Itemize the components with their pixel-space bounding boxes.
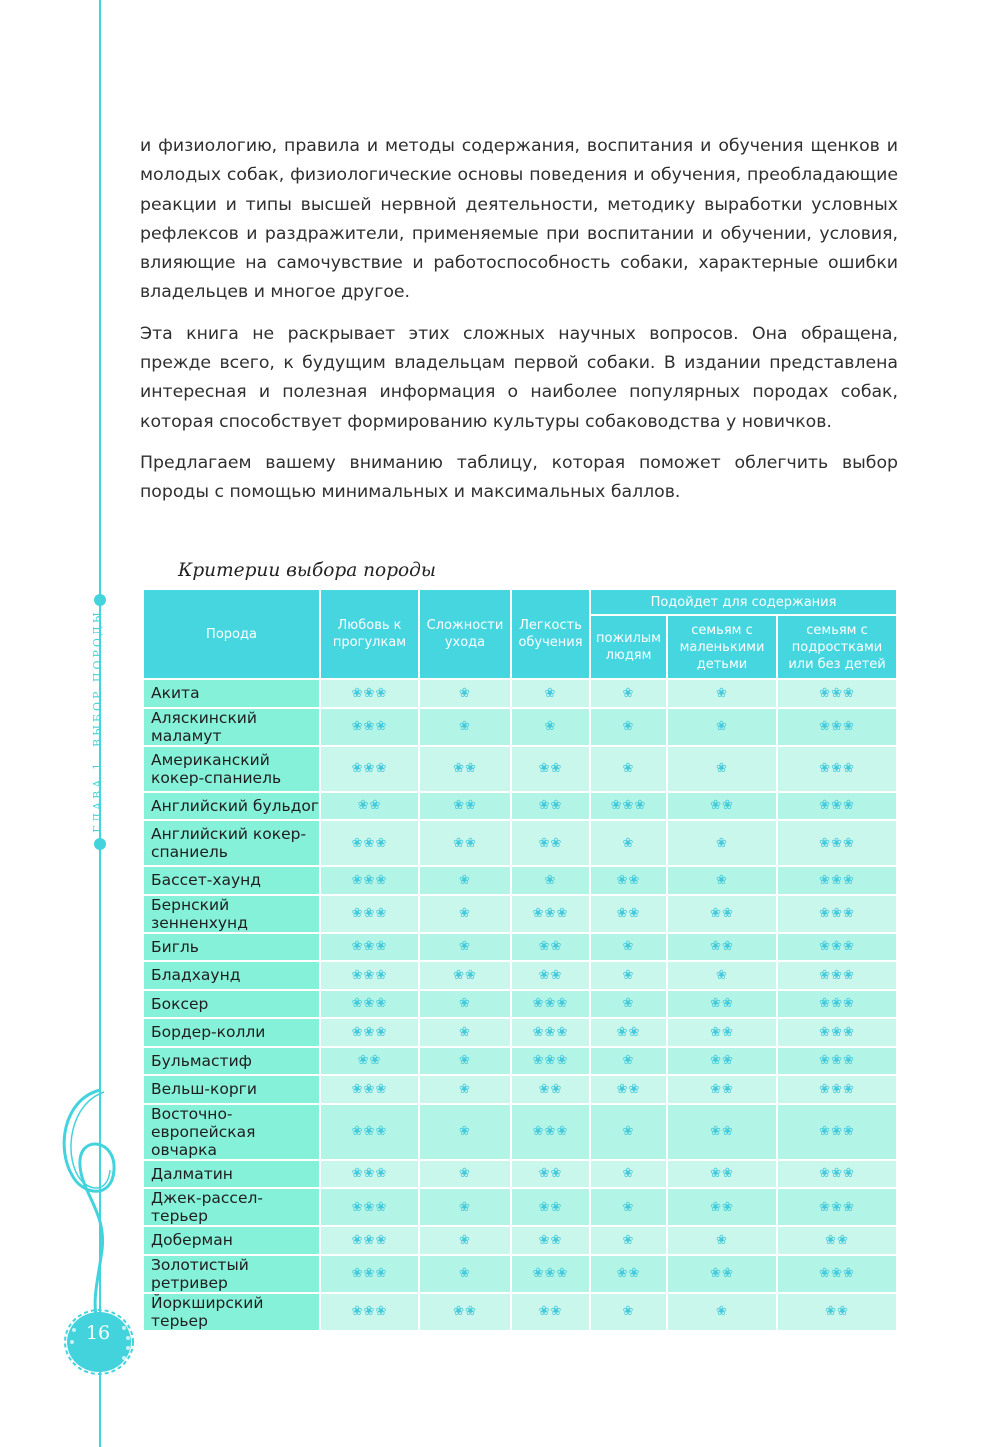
paw-rating-small-children: [667, 933, 777, 962]
paw-icon: ❀❀: [453, 798, 477, 814]
paw-icon: ❀❀: [538, 1304, 563, 1319]
paw-icon: ❀❀❀: [351, 761, 388, 776]
paw-icon: ❀❀: [710, 939, 734, 955]
paw-icon: ❀: [716, 967, 728, 983]
table-row: [143, 1047, 897, 1076]
paw-icon: ❀❀❀: [351, 719, 388, 734]
paw-icon: ❀❀: [538, 798, 563, 814]
paw-icon: ❀❀❀: [819, 996, 855, 1012]
table-row: [143, 679, 897, 708]
paw-icon: ❀: [622, 1304, 635, 1319]
breed-name: Золотистый ретривер: [143, 1255, 320, 1293]
paw-icon: ❀: [459, 1266, 471, 1281]
paw-icon: ❀❀❀: [819, 872, 855, 888]
header-walks: Любовь к прогулкам: [320, 589, 419, 679]
paw-rating-training: [511, 933, 590, 962]
table-row: [143, 895, 897, 933]
paw-icon: ❀❀❀: [351, 1232, 388, 1248]
paw-icon: ❀❀❀: [819, 1266, 855, 1281]
breed-criteria-table: [142, 588, 898, 1332]
paw-icon: ❀: [716, 685, 728, 701]
paw-rating-walks: [320, 708, 419, 746]
paw-icon: ❀: [459, 1024, 471, 1040]
paragraph: Предлагаем вашему вниманию таблицу, которая поможет облегчить выбор породы с помощью минимальных и максимальных баллов.: [140, 452, 898, 503]
paw-icon: ❀: [622, 761, 635, 776]
paw-rating-small-children: [667, 961, 777, 990]
paw-icon: ❀❀❀: [351, 1199, 388, 1215]
table-row: [143, 933, 897, 962]
paw-icon: ❀❀❀: [351, 939, 388, 955]
paw-rating-care: [419, 1047, 511, 1076]
paw-icon: ❀❀: [710, 1124, 734, 1139]
paw-rating-walks: [320, 895, 419, 933]
paw-rating-walks: [320, 1255, 419, 1293]
paw-rating-teens: [777, 679, 897, 708]
paw-rating-walks: [320, 820, 419, 866]
paw-icon: ❀: [459, 1053, 471, 1069]
paw-rating-training: [511, 1018, 590, 1047]
paw-rating-teens: [777, 1293, 897, 1331]
paw-rating-teens: [777, 961, 897, 990]
paw-icon: ❀❀: [453, 967, 477, 983]
paw-icon: ❀: [622, 719, 635, 734]
paw-icon: ❀: [459, 685, 471, 701]
paw-rating-elderly: [590, 895, 667, 933]
paw-icon: ❀❀❀: [819, 761, 855, 776]
paw-rating-walks: [320, 961, 419, 990]
paw-icon: ❀: [459, 1232, 471, 1248]
paw-icon: ❀❀❀: [532, 906, 569, 921]
paw-rating-training: [511, 1075, 590, 1104]
paw-rating-care: [419, 708, 511, 746]
paw-rating-care: [419, 746, 511, 792]
table-row: [143, 746, 897, 792]
table-row: [143, 1188, 897, 1226]
paw-rating-training: [511, 1160, 590, 1189]
paw-rating-care: [419, 820, 511, 866]
paw-icon: ❀: [716, 761, 728, 776]
paw-icon: ❀❀❀: [819, 835, 855, 851]
paw-rating-care: [419, 961, 511, 990]
paw-rating-walks: [320, 1226, 419, 1255]
paw-rating-teens: [777, 866, 897, 895]
paw-icon: ❀: [716, 1232, 728, 1248]
paw-icon: ❀: [459, 1166, 471, 1182]
paw-icon: ❀❀❀: [819, 1053, 855, 1069]
header-care: Сложности ухода: [419, 589, 511, 679]
paw-rating-training: [511, 708, 590, 746]
breed-name: Бордер-колли: [143, 1018, 320, 1047]
paw-icon: ❀❀❀: [351, 1166, 388, 1182]
breed-name: Американский кокер-спаниель: [143, 746, 320, 792]
paw-rating-elderly: [590, 1255, 667, 1293]
page-number: 16: [85, 1322, 111, 1344]
paw-rating-teens: [777, 895, 897, 933]
paw-icon: ❀: [622, 996, 635, 1012]
paw-icon: ❀: [622, 967, 635, 983]
paw-rating-care: [419, 1255, 511, 1293]
paw-rating-small-children: [667, 820, 777, 866]
paw-icon: ❀: [716, 835, 728, 851]
paw-icon: ❀❀❀: [610, 798, 647, 814]
paw-icon: ❀: [459, 1199, 471, 1215]
header-small-children: семьям с маленькими детьми: [667, 615, 777, 679]
paw-icon: ❀: [716, 719, 728, 734]
paw-rating-small-children: [667, 1018, 777, 1047]
paw-rating-small-children: [667, 1226, 777, 1255]
paw-rating-teens: [777, 1104, 897, 1160]
paw-rating-elderly: [590, 679, 667, 708]
paw-icon: ❀❀❀: [819, 1124, 855, 1139]
paw-rating-teens: [777, 1188, 897, 1226]
paw-rating-walks: [320, 746, 419, 792]
paw-icon: ❀❀❀: [819, 685, 855, 701]
paw-icon: ❀: [622, 1232, 635, 1248]
paw-rating-small-children: [667, 746, 777, 792]
paw-rating-walks: [320, 1075, 419, 1104]
paw-rating-walks: [320, 1047, 419, 1076]
table-row: [143, 1293, 897, 1331]
paw-icon: ❀❀: [825, 1304, 849, 1319]
breed-name: Акита: [143, 679, 320, 708]
breed-name: Бладхаунд: [143, 961, 320, 990]
header-teens: семьям с подростками или без детей: [777, 615, 897, 679]
paw-rating-elderly: [590, 820, 667, 866]
paw-rating-care: [419, 895, 511, 933]
paw-rating-elderly: [590, 708, 667, 746]
breed-name: Английский бульдог: [143, 792, 320, 821]
paw-rating-small-children: [667, 1255, 777, 1293]
paw-icon: ❀: [622, 939, 635, 955]
paw-rating-small-children: [667, 679, 777, 708]
paw-rating-elderly: [590, 1075, 667, 1104]
paw-rating-walks: [320, 990, 419, 1019]
paw-rating-teens: [777, 746, 897, 792]
paw-rating-training: [511, 1255, 590, 1293]
paw-icon: ❀❀: [453, 835, 477, 851]
paw-icon: ❀❀❀: [532, 1124, 569, 1139]
paw-rating-elderly: [590, 933, 667, 962]
paw-rating-training: [511, 961, 590, 990]
paw-icon: ❀❀: [616, 1266, 641, 1281]
body-text: [140, 132, 898, 520]
paw-rating-walks: [320, 1160, 419, 1189]
paw-rating-small-children: [667, 1104, 777, 1160]
breed-name: Йоркширский терьер: [143, 1293, 320, 1331]
paw-rating-training: [511, 1293, 590, 1331]
paw-icon: ❀: [459, 719, 471, 734]
breed-name: Бассет-хаунд: [143, 866, 320, 895]
table-row: [143, 1018, 897, 1047]
paw-rating-care: [419, 1293, 511, 1331]
paw-rating-elderly: [590, 866, 667, 895]
paw-rating-care: [419, 990, 511, 1019]
paw-icon: ❀❀: [538, 967, 563, 983]
paw-icon: ❀❀❀: [819, 719, 855, 734]
breed-name: Английский кокер-спаниель: [143, 820, 320, 866]
table-row: [143, 792, 897, 821]
paw-rating-training: [511, 1104, 590, 1160]
paw-rating-care: [419, 679, 511, 708]
paw-icon: ❀❀❀: [819, 967, 855, 983]
paw-icon: ❀❀❀: [351, 1124, 388, 1139]
paw-icon: ❀: [544, 685, 557, 701]
paw-icon: ❀❀❀: [819, 1166, 855, 1182]
paw-icon: ❀❀❀: [351, 1266, 388, 1281]
paw-rating-training: [511, 820, 590, 866]
paw-icon: ❀❀❀: [532, 1053, 569, 1069]
paw-rating-teens: [777, 1047, 897, 1076]
table-row: [143, 1075, 897, 1104]
paw-icon: ❀: [459, 939, 471, 955]
paw-rating-elderly: [590, 1293, 667, 1331]
paw-icon: ❀❀❀: [819, 1199, 855, 1215]
paw-rating-care: [419, 1075, 511, 1104]
breed-name: Восточно-европейская овчарка: [143, 1104, 320, 1160]
paw-rating-walks: [320, 679, 419, 708]
paw-icon: ❀❀: [538, 1081, 563, 1097]
paw-icon: ❀❀: [710, 1024, 734, 1040]
paw-rating-teens: [777, 820, 897, 866]
paw-icon: ❀❀❀: [351, 1304, 388, 1319]
paw-icon: ❀: [622, 1166, 635, 1182]
table-row: [143, 866, 897, 895]
paw-rating-care: [419, 1018, 511, 1047]
paw-icon: ❀❀: [357, 1053, 382, 1069]
paw-rating-teens: [777, 1075, 897, 1104]
paw-rating-walks: [320, 1293, 419, 1331]
paw-rating-elderly: [590, 1188, 667, 1226]
paw-icon: ❀: [459, 906, 471, 921]
paw-rating-teens: [777, 1160, 897, 1189]
paw-icon: ❀❀: [538, 1166, 563, 1182]
paw-rating-teens: [777, 708, 897, 746]
paw-rating-small-children: [667, 1293, 777, 1331]
paw-icon: ❀❀: [538, 939, 563, 955]
paw-icon: ❀❀: [710, 906, 734, 921]
paw-icon: ❀❀: [616, 906, 641, 921]
paw-icon: ❀: [716, 1304, 728, 1319]
paw-rating-small-children: [667, 1188, 777, 1226]
paw-icon: ❀❀: [453, 1304, 477, 1319]
paw-icon: ❀❀: [825, 1232, 849, 1248]
paw-rating-care: [419, 1104, 511, 1160]
paw-rating-care: [419, 1160, 511, 1189]
paw-icon: ❀❀: [357, 798, 382, 814]
paw-icon: ❀: [459, 1081, 471, 1097]
paw-icon: ❀❀: [453, 761, 477, 776]
table-row: [143, 708, 897, 746]
table-row: [143, 820, 897, 866]
leash-icon: [52, 1080, 147, 1400]
paw-icon: ❀❀❀: [351, 835, 388, 851]
paw-rating-elderly: [590, 1160, 667, 1189]
table-row: [143, 961, 897, 990]
paw-icon: ❀: [459, 1124, 471, 1139]
paw-rating-walks: [320, 933, 419, 962]
table-row: [143, 1160, 897, 1189]
paw-icon: ❀❀❀: [351, 1024, 388, 1040]
paw-icon: ❀❀: [616, 1024, 641, 1040]
paw-rating-elderly: [590, 961, 667, 990]
paw-icon: ❀❀❀: [819, 798, 855, 814]
paw-icon: ❀❀❀: [819, 906, 855, 921]
paw-icon: ❀❀❀: [351, 872, 388, 888]
paw-rating-elderly: [590, 1104, 667, 1160]
paw-icon: ❀: [622, 685, 635, 701]
paw-icon: ❀❀: [710, 1053, 734, 1069]
table-row: [143, 990, 897, 1019]
paw-rating-small-children: [667, 895, 777, 933]
paw-rating-teens: [777, 792, 897, 821]
header-training: Легкость обучения: [511, 589, 590, 679]
paw-rating-walks: [320, 1104, 419, 1160]
paw-rating-walks: [320, 866, 419, 895]
header-suitable-group: Подойдет для содержания: [590, 589, 897, 615]
paw-icon: ❀: [622, 835, 635, 851]
paw-icon: ❀❀: [710, 1166, 734, 1182]
paw-rating-care: [419, 866, 511, 895]
paw-icon: ❀: [622, 1124, 635, 1139]
paw-icon: ❀❀❀: [351, 967, 388, 983]
paw-icon: ❀❀: [710, 996, 734, 1012]
paw-rating-elderly: [590, 990, 667, 1019]
paw-rating-walks: [320, 792, 419, 821]
table-row: [143, 1226, 897, 1255]
paw-rating-training: [511, 679, 590, 708]
paw-rating-teens: [777, 1226, 897, 1255]
paw-rating-care: [419, 1188, 511, 1226]
paw-icon: ❀❀❀: [532, 1024, 569, 1040]
paw-rating-small-children: [667, 1047, 777, 1076]
paw-icon: ❀❀❀: [532, 1266, 569, 1281]
breed-name: Джек-рассел-терьер: [143, 1188, 320, 1226]
paw-rating-care: [419, 1226, 511, 1255]
paw-icon: ❀: [622, 1199, 635, 1215]
breed-name: Аляскинский маламут: [143, 708, 320, 746]
paw-rating-training: [511, 1188, 590, 1226]
paw-rating-elderly: [590, 792, 667, 821]
paw-icon: ❀: [622, 1053, 635, 1069]
table-row: [143, 1255, 897, 1293]
paw-icon: ❀❀❀: [351, 996, 388, 1012]
paw-rating-training: [511, 866, 590, 895]
paw-rating-training: [511, 1226, 590, 1255]
paw-icon: ❀: [459, 872, 471, 888]
paw-rating-small-children: [667, 866, 777, 895]
paw-icon: ❀❀❀: [819, 939, 855, 955]
breed-name: Бигль: [143, 933, 320, 962]
paw-rating-training: [511, 895, 590, 933]
paw-icon: ❀❀❀: [351, 906, 388, 921]
paw-icon: ❀❀: [710, 1081, 734, 1097]
paw-icon: ❀❀: [538, 835, 563, 851]
paragraph: и физиологию, правила и методы содержания, воспитания и обучения щенков и молодых собак, физиологические основы поведения и обучения, преобладающие реакции и типы высшей нервной деятельности, методику выработки условных рефлексов и раздражители, применяемые при воспитании и обучении, условия, влияющие на самочувствие и работоспособность собаки, характерные ошибки владельцев и многое другое.: [140, 136, 898, 303]
paw-icon: ❀❀❀: [351, 1081, 388, 1097]
table-row: [143, 1104, 897, 1160]
paw-rating-care: [419, 933, 511, 962]
chapter-title: ГЛАВА 1. ВЫБОР ПОРОДЫ: [91, 609, 104, 833]
paragraph: Эта книга не раскрывает этих сложных научных вопросов. Она обращена, прежде всего, к будущим владельцам первой собаки. В издании представлена интересная и полезная информация о наиболее популярных породах собак, которая способствует формированию культуры собаководства у новичков.: [140, 323, 898, 432]
paw-rating-care: [419, 792, 511, 821]
paw-rating-walks: [320, 1018, 419, 1047]
breed-name: Вельш-корги: [143, 1075, 320, 1104]
paw-rating-training: [511, 1047, 590, 1076]
paw-icon: ❀: [459, 996, 471, 1012]
paw-rating-elderly: [590, 746, 667, 792]
paw-icon: ❀❀: [616, 1081, 641, 1097]
header-elderly: пожилым людям: [590, 615, 667, 679]
paw-icon: ❀❀: [616, 872, 641, 888]
paw-icon: ❀❀❀: [532, 996, 569, 1012]
paw-icon: ❀❀: [710, 1266, 734, 1281]
breed-name: Бернский зенненхунд: [143, 895, 320, 933]
breed-name: Далматин: [143, 1160, 320, 1189]
paw-rating-small-children: [667, 1075, 777, 1104]
header-breed: Порода: [143, 589, 320, 679]
paw-rating-teens: [777, 1018, 897, 1047]
paw-icon: ❀❀: [538, 761, 563, 776]
paw-rating-training: [511, 792, 590, 821]
paw-icon: ❀❀❀: [819, 1024, 855, 1040]
paw-icon: ❀❀: [538, 1199, 563, 1215]
paw-icon: ❀: [716, 872, 728, 888]
paw-rating-training: [511, 990, 590, 1019]
paw-rating-small-children: [667, 990, 777, 1019]
paw-rating-training: [511, 746, 590, 792]
paw-rating-elderly: [590, 1018, 667, 1047]
paw-rating-small-children: [667, 792, 777, 821]
paw-icon: ❀: [544, 872, 557, 888]
paw-rating-teens: [777, 1255, 897, 1293]
paw-icon: ❀❀: [710, 1199, 734, 1215]
table-caption: Критерии выбора породы: [178, 560, 436, 581]
paw-rating-teens: [777, 990, 897, 1019]
breed-name: Доберман: [143, 1226, 320, 1255]
paw-rating-small-children: [667, 1160, 777, 1189]
paw-icon: ❀❀: [538, 1232, 563, 1248]
paw-icon: ❀❀❀: [819, 1081, 855, 1097]
breed-name: Боксер: [143, 990, 320, 1019]
paw-rating-walks: [320, 1188, 419, 1226]
table-body: [143, 679, 897, 1331]
paw-rating-elderly: [590, 1047, 667, 1076]
breed-name: Бульмастиф: [143, 1047, 320, 1076]
paw-rating-small-children: [667, 708, 777, 746]
paw-icon: ❀❀: [710, 798, 734, 814]
paw-rating-elderly: [590, 1226, 667, 1255]
paw-icon: ❀: [544, 719, 557, 734]
paw-rating-teens: [777, 933, 897, 962]
paw-icon: ❀❀❀: [351, 685, 388, 701]
